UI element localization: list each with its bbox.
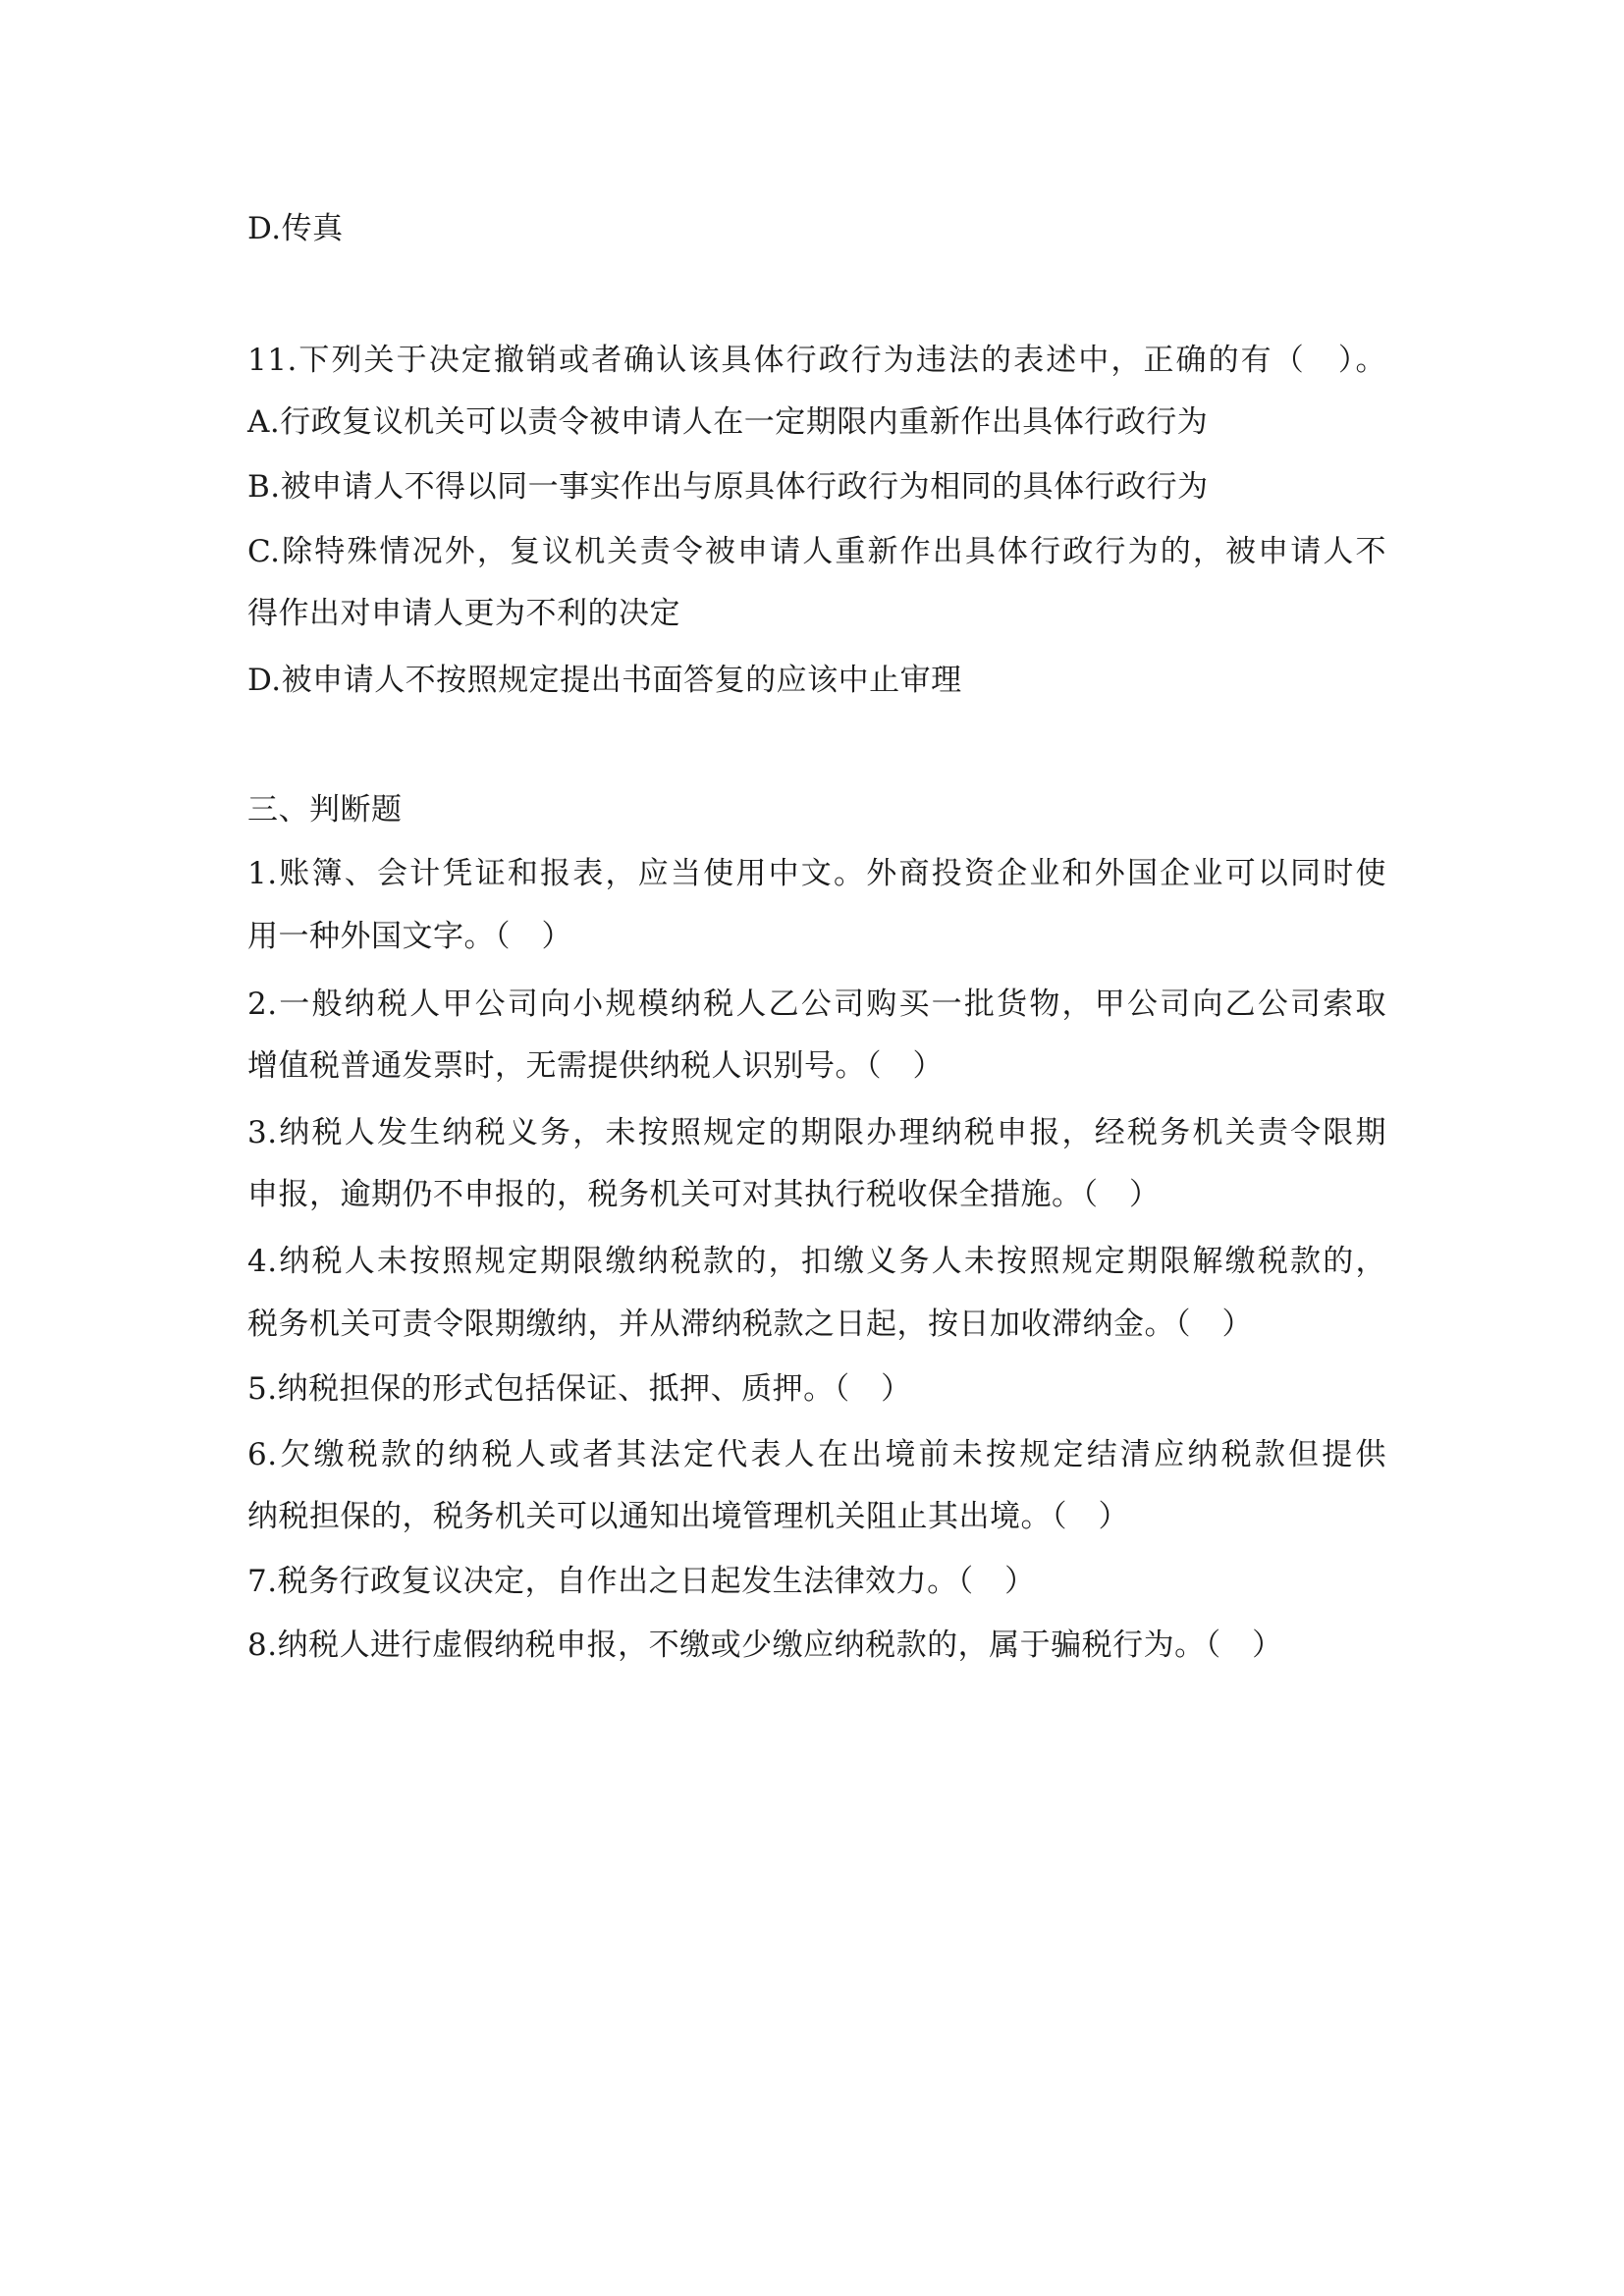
q10-option-d: D.传真 <box>247 211 344 246</box>
tf-item-1-line1: 1.账簿、会计凭证和报表，应当使用中文。外商投资企业和外国企业可以同时使 <box>247 856 1386 891</box>
tf-item-8: 8.纳税人进行虚假纳税申报，不缴或少缴应纳税款的，属于骗税行为。（ ） <box>247 1628 1283 1663</box>
q11-option-c-line1: C.除特殊情况外，复议机关责令被申请人重新作出具体行政行为的，被申请人不 <box>247 534 1386 569</box>
tf-item-6-line2: 纳税担保的，税务机关可以通知出境管理机关阻止其出境。（ ） <box>247 1499 1129 1534</box>
tf-item-4-line1: 4.纳税人未按照规定期限缴纳税款的，扣缴义务人未按照规定期限解缴税款的， <box>247 1244 1386 1279</box>
section-heading: 三、判断题 <box>247 792 403 828</box>
tf-item-6-line1: 6.欠缴税款的纳税人或者其法定代表人在出境前未按规定结清应纳税款但提供 <box>247 1437 1386 1472</box>
q11-stem: 11.下列关于决定撤销或者确认该具体行政行为违法的表述中，正确的有（ ）。 <box>247 343 1386 378</box>
q11-option-a: A.行政复议机关可以责令被申请人在一定期限内重新作出具体行政行为 <box>247 404 1209 440</box>
q11-option-b: B.被申请人不得以同一事实作出与原具体行政行为相同的具体行政行为 <box>247 469 1209 505</box>
tf-item-1-line2: 用一种外国文字。（ ） <box>247 919 572 954</box>
q11-option-c-line2: 得作出对申请人更为不利的决定 <box>247 596 680 631</box>
tf-item-3-line1: 3.纳税人发生纳税义务，未按照规定的期限办理纳税申报，经税务机关责令限期 <box>247 1115 1386 1150</box>
tf-item-2-line2: 增值税普通发票时，无需提供纳税人识别号。（ ） <box>247 1048 944 1084</box>
tf-item-7: 7.税务行政复议决定，自作出之日起发生法律效力。（ ） <box>247 1564 1036 1599</box>
tf-item-3-line2: 申报，逾期仍不申报的，税务机关可对其执行税收保全措施。（ ） <box>247 1177 1161 1212</box>
q11-option-d: D.被申请人不按照规定提出书面答复的应该中止审理 <box>247 663 962 698</box>
tf-item-5: 5.纳税担保的形式包括保证、抵押、质押。（ ） <box>247 1371 912 1407</box>
tf-item-2-line1: 2.一般纳税人甲公司向小规模纳税人乙公司购买一批货物，甲公司向乙公司索取 <box>247 987 1386 1022</box>
tf-item-4-line2: 税务机关可责令限期缴纳，并从滞纳税款之日起，按日加收滞纳金。（ ） <box>247 1307 1253 1342</box>
